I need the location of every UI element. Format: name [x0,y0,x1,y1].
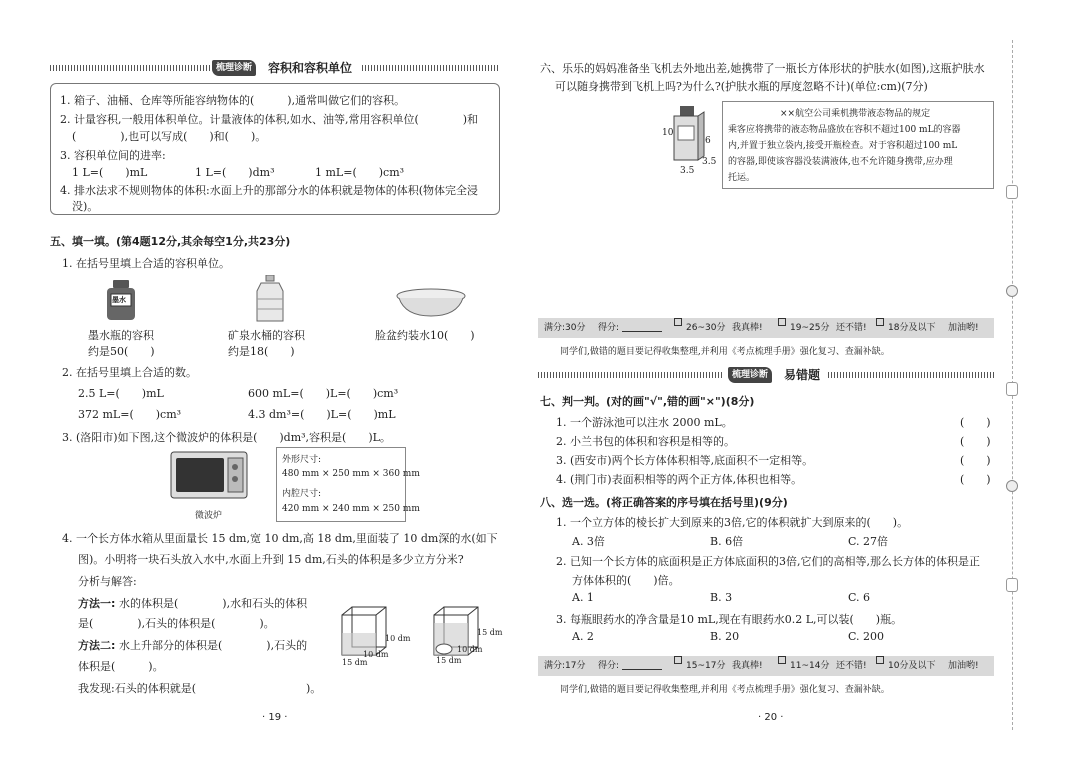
rule-line-2: 内,并置于独立袋内,接受开瓶检查。对于容积超过100 mL [728,141,958,151]
tank-b-label-1: 15 dm [477,628,503,637]
q5-sub4-line1: 4. 一个长方体水箱从里面量长 15 dm,宽 10 dm,高 18 dm,里面装了 10 dm深的水(如下 [62,532,498,545]
q7-item-3: 3. (西安市)两个长方体体积相等,底面积不一定相等。 [556,454,814,467]
method1-text-b: 是( ),石头的体积是( )。 [78,617,275,630]
basin-text: 脸盆约装水10( ) [375,329,475,342]
finding-text: 我发现:石头的体积就是( )。 [78,682,322,695]
q5-sub2: 2. 在括号里填上合适的数。 [62,366,197,379]
q8-1-option-c[interactable]: C. 27倍 [848,535,889,548]
water-text-a: 矿泉水桶的容积 [228,329,305,342]
q6-line1: 六、乐乐的妈妈准备坐飞机去外地出差,她携带了一瓶长方体形状的护肤水(如图),这瓶护肤水 [540,62,985,75]
tank-a-label-3: 15 dm [342,658,368,667]
q8-3-option-c[interactable]: C. 200 [848,630,885,643]
score1-full: 满分:30分 [544,323,586,333]
score1-blank[interactable] [622,331,662,332]
score2-opt1-text: 15~17分 [686,661,726,671]
q7-answer-1[interactable]: ( ) [960,416,991,429]
rule-line-3: 的容器,即使该容器没装满液体,也不允许随身携带,应办理 [728,157,953,167]
q7-item-2: 2. 小兰书包的体积和容积是相等的。 [556,435,735,448]
q8-item-2-line1: 2. 已知一个长方体的底面积是正方体底面积的3倍,它们的高相等,那么长方体的体积是正 [556,555,980,568]
review-line-7: 没)。 [72,200,99,213]
section-header-right [538,367,994,383]
bottle-height-label: 10 [662,128,674,138]
q5-sub1: 1. 在括号里填上合适的容积单位。 [62,257,230,270]
analysis-label: 分析与解答: [78,575,137,588]
q8-2-option-b[interactable]: B. 3 [710,591,733,604]
bottle-depth-label: 3.5 [702,157,717,167]
score1-note: 同学们,做错的题目要记得收集整理,并利用《考点梳理手册》强化复习、查漏补缺。 [560,347,890,357]
score-bar-2 [538,656,994,676]
q8-3-option-b[interactable]: B. 20 [710,630,740,643]
score1-opt3-praise: 加油哟! [948,323,979,333]
section-header-left [50,60,500,76]
convert-1a: 2.5 L=( )mL [78,387,164,400]
ink-text-a: 墨水瓶的容积 [88,329,154,342]
q8-3-option-a[interactable]: A. 2 [572,630,594,643]
score2-blank[interactable] [622,669,662,670]
binding-mark-bottom [1006,578,1018,592]
microwave-label: 微波炉 [195,511,223,521]
review-line-4: 3. 容积单位间的进率: [60,149,166,162]
review-line-1: 1. 箱子、油桶、仓库等所能容纳物体的( ),通常叫做它们的容积。 [60,94,406,107]
q5-sub3: 3. (洛阳市)如下图,这个微波炉的体积是( )dm³,容积是( )L。 [62,431,391,444]
section-title-right: 易错题 [784,368,821,382]
bottle-width-label: 3.5 [680,166,695,176]
q8-title: 八、选一选。(将正确答案的序号填在括号里)(9分) [540,496,788,509]
dim-value-inner: 420 mm × 240 mm × 250 mm [282,504,420,514]
section-title: 容积和容积单位 [268,61,353,75]
convert-2b: 4.3 dm³=( )L=( )mL [248,408,396,421]
q7-title: 七、判一判。(对的画"√",错的画"×")(8分) [540,395,755,408]
q8-item-2-line2: 方体体积的( )倍。 [572,574,680,587]
bottle-side-label: 6 [705,136,711,146]
ink-text-b: 约是50( ) [88,345,155,358]
score2-opt1-praise: 我真棒! [732,661,763,671]
basin-image [395,288,467,318]
tank-b-label-3: 15 dm [436,656,462,665]
method1-text-a: 水的体积是( ),水和石头的体积 [119,597,308,610]
q5-title: 五、填一填。(第4题12分,其余每空1分,共23分) [50,235,291,248]
page-number-right: · 20 · [758,712,784,723]
score1-opt1-text: 26~30分 [686,323,726,333]
score1-got: 得分: [598,323,620,333]
score2-note: 同学们,做错的题目要记得收集整理,并利用《考点梳理手册》强化复习、查漏补缺。 [560,685,890,695]
q5-sub4-line2: 图)。小明将一块石头放入水中,水面上升到 15 dm,石头的体积是多少立方分米? [78,553,464,566]
score-bar-1 [538,318,994,338]
score2-got: 得分: [598,661,620,671]
score2-opt2-text: 11~14分 [790,661,830,671]
binding-mark-top [1006,185,1018,199]
binding-hole-1 [1006,285,1018,297]
dim-title-inner: 内腔尺寸: [282,489,322,499]
q8-item-1: 1. 一个立方体的棱长扩大到原来的3倍,它的体积就扩大到原来的( )。 [556,516,909,529]
convert-2a: 372 mL=( )cm³ [78,408,182,421]
score2-opt3-praise: 加油哟! [948,661,979,671]
score1-opt2-praise: 还不错! [836,323,867,333]
method2-label: 方法二: [78,639,116,652]
q6-line2: 可以随身携带到飞机上吗?为什么?(护肤水瓶的厚度忽略不计)(单位:cm)(7分) [555,80,928,93]
tank-a-label-1: 10 dm [385,634,411,643]
score1-opt1-praise: 我真棒! [732,323,763,333]
method2-text-b: 体积是( )。 [78,660,164,673]
dim-title-outer: 外形尺寸: [282,455,322,465]
section-tag-right: 梳理诊断 [728,367,772,383]
tank-a-label-2: 10 dm [363,650,389,659]
q7-answer-3[interactable]: ( ) [960,454,991,467]
convert-1b: 600 mL=( )L=( )cm³ [248,387,399,400]
q8-1-option-b[interactable]: B. 6倍 [710,535,744,548]
q7-item-1: 1. 一个游泳池可以注水 2000 mL。 [556,416,733,429]
review-line-5a: 1 L=( )mL [72,166,148,179]
microwave-image [170,451,250,503]
rule-title: ××航空公司乘机携带液态物品的规定 [780,109,931,119]
page-number-left: · 19 · [262,712,288,723]
review-line-3: ( ),也可以写成( )和( )。 [72,130,267,143]
score1-opt2-text: 19~25分 [790,323,830,333]
score2-opt2-praise: 还不错! [836,661,867,671]
q8-1-option-a[interactable]: A. 3倍 [572,535,605,548]
q8-2-option-a[interactable]: A. 1 [572,591,594,604]
dim-value-outer: 480 mm × 250 mm × 360 mm [282,469,420,479]
water-text-b: 约是18( ) [228,345,295,358]
q7-answer-4[interactable]: ( ) [960,473,991,486]
tank-b-label-2: 10 dm [457,645,483,654]
q8-item-3: 3. 每瓶眼药水的净含量是10 mL,现在有眼药水0.2 L,可以装( )瓶。 [556,613,903,626]
review-line-5b: 1 L=( )dm³ [195,166,275,179]
rule-line-4: 托运。 [728,173,756,183]
binding-hole-2 [1006,480,1018,492]
water-jug-image [255,275,285,323]
score2-full: 满分:17分 [544,661,586,671]
method1-label: 方法一: [78,597,116,610]
review-line-5c: 1 mL=( )cm³ [315,166,405,179]
review-line-6: 4. 排水法求不规则物体的体积:水面上升的那部分水的体积就是物体的体积(物体完全浸 [60,184,478,197]
q7-item-4: 4. (荆门市)表面积相等的两个正方体,体积也相等。 [556,473,803,486]
binding-mark-mid [1006,382,1018,396]
score2-opt3-text: 10分及以下 [888,661,936,671]
q7-answer-2[interactable]: ( ) [960,435,991,448]
skincare-bottle-image [672,106,706,162]
review-line-2: 2. 计量容积,一般用体积单位。计量液体的体积,如水、油等,常用容积单位( )和 [60,113,479,126]
ink-bottle-label: 墨水 [112,296,126,304]
method2-text-a: 水上升部分的体积是( ),石头的 [119,639,308,652]
rule-line-1: 乘客应将携带的液态物品盛放在容积不超过100 mL的容器 [728,125,961,135]
score1-opt3-text: 18分及以下 [888,323,936,333]
q8-2-option-c[interactable]: C. 6 [848,591,871,604]
section-tag: 梳理诊断 [212,60,256,76]
